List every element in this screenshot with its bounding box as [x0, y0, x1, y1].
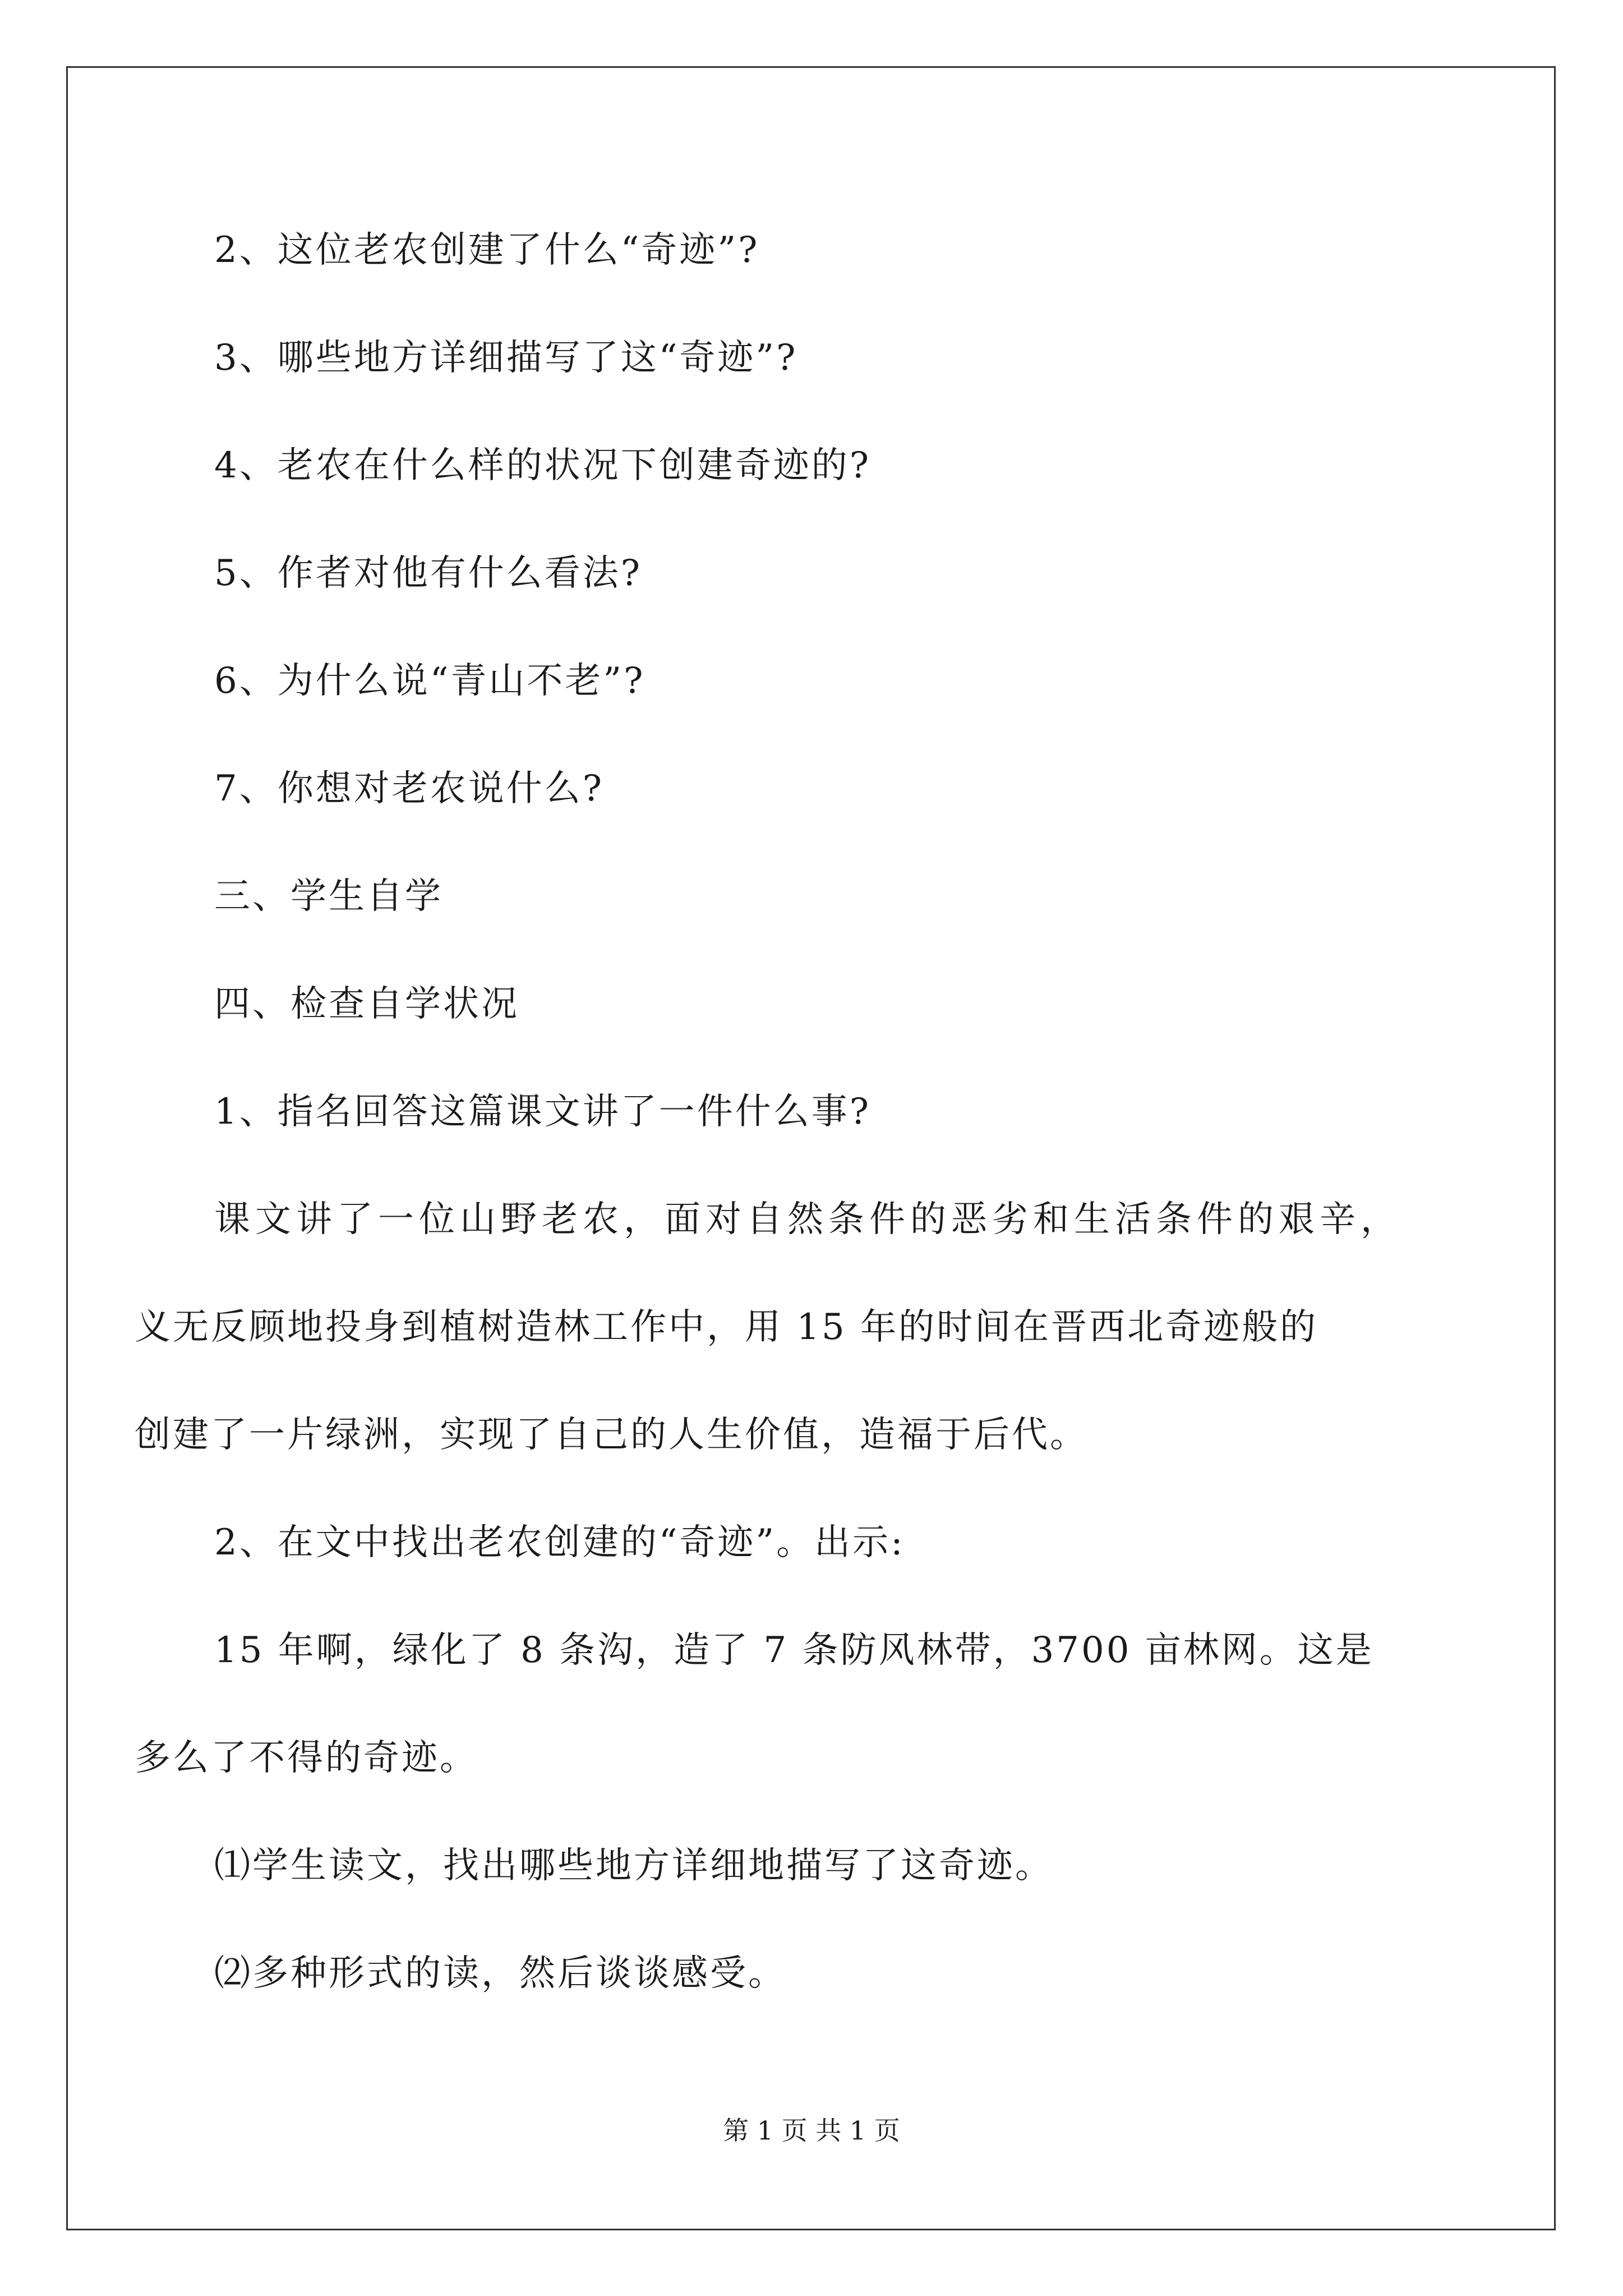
question-6: 6、为什么说“青山不老”? [214, 660, 645, 702]
question-3: 3、哪些地方详细描写了这“奇迹”? [214, 337, 798, 379]
section-3-heading: 三、学生自学 [214, 876, 443, 917]
question-2: 2、这位老农创建了什么“奇迹”? [214, 229, 760, 271]
answer-1-line-1: 课文讲了一位山野老农，面对自然条件的恶劣和生活条件的艰辛， [214, 1199, 1401, 1240]
answer-1-line-3: 创建了一片绿洲，实现了自己的人生价值，造福于后代。 [135, 1414, 1088, 1456]
question-4: 4、老农在什么样的状况下创建奇迹的? [214, 445, 872, 486]
question-7: 7、你想对老农说什么? [214, 768, 605, 809]
answer-2-line-2: 多么了不得的奇迹。 [135, 1737, 478, 1779]
question-5: 5、作者对他有什么看法? [214, 553, 643, 594]
page-border [66, 66, 1556, 2230]
answer-1-line-2: 义无反顾地投身到植树造林工作中，用 15 年的时间在晋西北奇迹般的 [135, 1306, 1318, 1348]
answer-1-question: 1、指名回答这篇课文讲了一件什么事? [214, 1091, 872, 1133]
answer-2-question: 2、在文中找出老农创建的“奇迹”。出示: [214, 1522, 905, 1563]
section-4-heading: 四、检查自学状况 [214, 983, 519, 1025]
answer-2-line-1: 15 年啊，绿化了 8 条沟，造了 7 条防风林带，3700 亩林网。这是 [214, 1630, 1374, 1671]
point-1: ⑴学生读文，找出哪些地方详细地描写了这奇迹。 [214, 1845, 1053, 1887]
page-number: 第 1 页 共 1 页 [723, 2115, 900, 2146]
point-2: ⑵多种形式的读，然后谈谈感受。 [214, 1953, 786, 1994]
